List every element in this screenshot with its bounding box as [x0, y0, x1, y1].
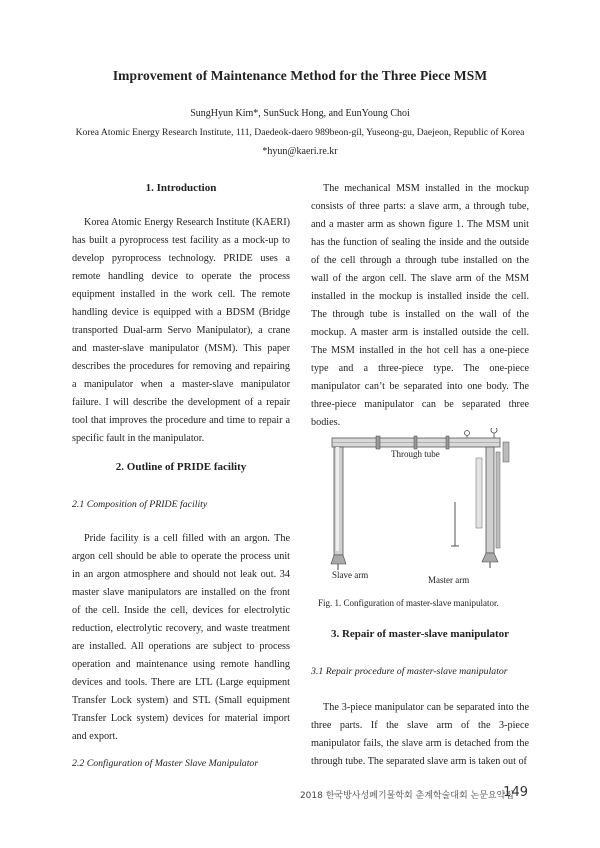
master-arm-label: Master arm: [428, 575, 470, 585]
subsection-heading-2-1: 2.1 Composition of PRIDE facility: [72, 499, 208, 510]
contact-email: *hyun@kaeri.re.kr: [262, 146, 338, 157]
subsection-heading-3-1: 3.1 Repair procedure of master-slave manipulator: [311, 666, 508, 677]
introduction-body: [72, 214, 290, 448]
affiliation: Korea Atomic Energy Research Institute, 111, Daedeok-daero 989beon-gil, Yuseong-gu, Daejeon, Republic of Korea: [75, 127, 525, 138]
repair-procedure-body: [311, 699, 529, 771]
paper-title: Improvement of Maintenance Method for the Three Piece MSM: [112, 68, 488, 83]
through-tube-label: Through tube: [391, 449, 440, 459]
msm-configuration-body: [311, 180, 529, 432]
subsection-2-1-body: [72, 530, 290, 746]
proceedings-footer: 2018 한국방사성폐기물학회 춘계학술대회 논문요약집: [299, 791, 514, 801]
section-heading-introduction: 1. Introduction: [145, 182, 217, 194]
author-list: SungHyun Kim*, SunSuck Hong, and EunYoung Choi: [190, 108, 410, 119]
master-arm-shape: [486, 447, 494, 553]
section-heading-repair: 3. Repair of master-slave manipulator: [330, 628, 510, 640]
figure-caption: Fig. 1. Configuration of master-slave manipulator.: [318, 598, 499, 608]
subsection-2-1-paragraph: Pride facility is a cell filled with an argon. The argon cell should be able to operate the process unit in an argon atmosphere and should not leak out. 34 master slave manipulators are installed on the front of the cell. Inside the cell, devices for electrolytic reduction, electrolytic recovery, and waste treatment are installed. All operations are subject to process operation and maintenance using remote handling devices and tools. There are LTL (Large equipment Transfer Lock system) and STL (Small equipment Transfer Lock system) devices for material import and export.: [72, 533, 290, 742]
msm-diagram: [318, 428, 523, 588]
slave-arm-label: Slave arm: [332, 570, 369, 580]
section-heading-outline: 2. Outline of PRIDE facility: [115, 461, 247, 473]
page-number: 149: [503, 785, 528, 800]
subsection-heading-2-2: 2.2 Configuration of Master Slave Manipulator: [72, 758, 259, 769]
msm-figure: [318, 428, 523, 588]
repair-procedure-paragraph: The 3-piece manipulator can be separated into the three parts. If the slave arm of the 3-piece manipulator fails, the slave arm is detached from the through tube. The separated slave arm is taken out of: [311, 702, 529, 767]
msm-configuration-paragraph: The mechanical MSM installed in the mockup consists of three parts: a slave arm, a through tube, and a master arm as shown figure 1. The MSM unit has the function of sealing the inside and the outside of the cell through a through tube installed on the wall of the argon cell. The slave arm of the MSM installed in the mockup is installed inside the cell. The through tube is installed on the wall of the mockup. A master arm is installed outside the cell. The MSM installed in the hot cell has a one-piece type and a three-piece type. The one-piece manipulator can’t be separated into one body. The three-piece manipulator can be separated three bodies.: [311, 183, 529, 428]
introduction-paragraph: Korea Atomic Energy Research Institute (KAERI) has built a pyroprocess test facility as a mock-up to develop pyroprocess technology. PRIDE uses a remote handling device to operate the process equipment installed in the work cell. The remote handling device is equipped with a BDSM (Bridge transported Dual-arm Servo Manipulator), a crane and master-slave manipulator (MSM). This paper describes the procedures for removing and repairing a manipulator when a master-slave manipulator failure. I will describe the development of a repair tool that improves the procedure and time to repair a specific fault in the manipulator.: [72, 217, 290, 444]
